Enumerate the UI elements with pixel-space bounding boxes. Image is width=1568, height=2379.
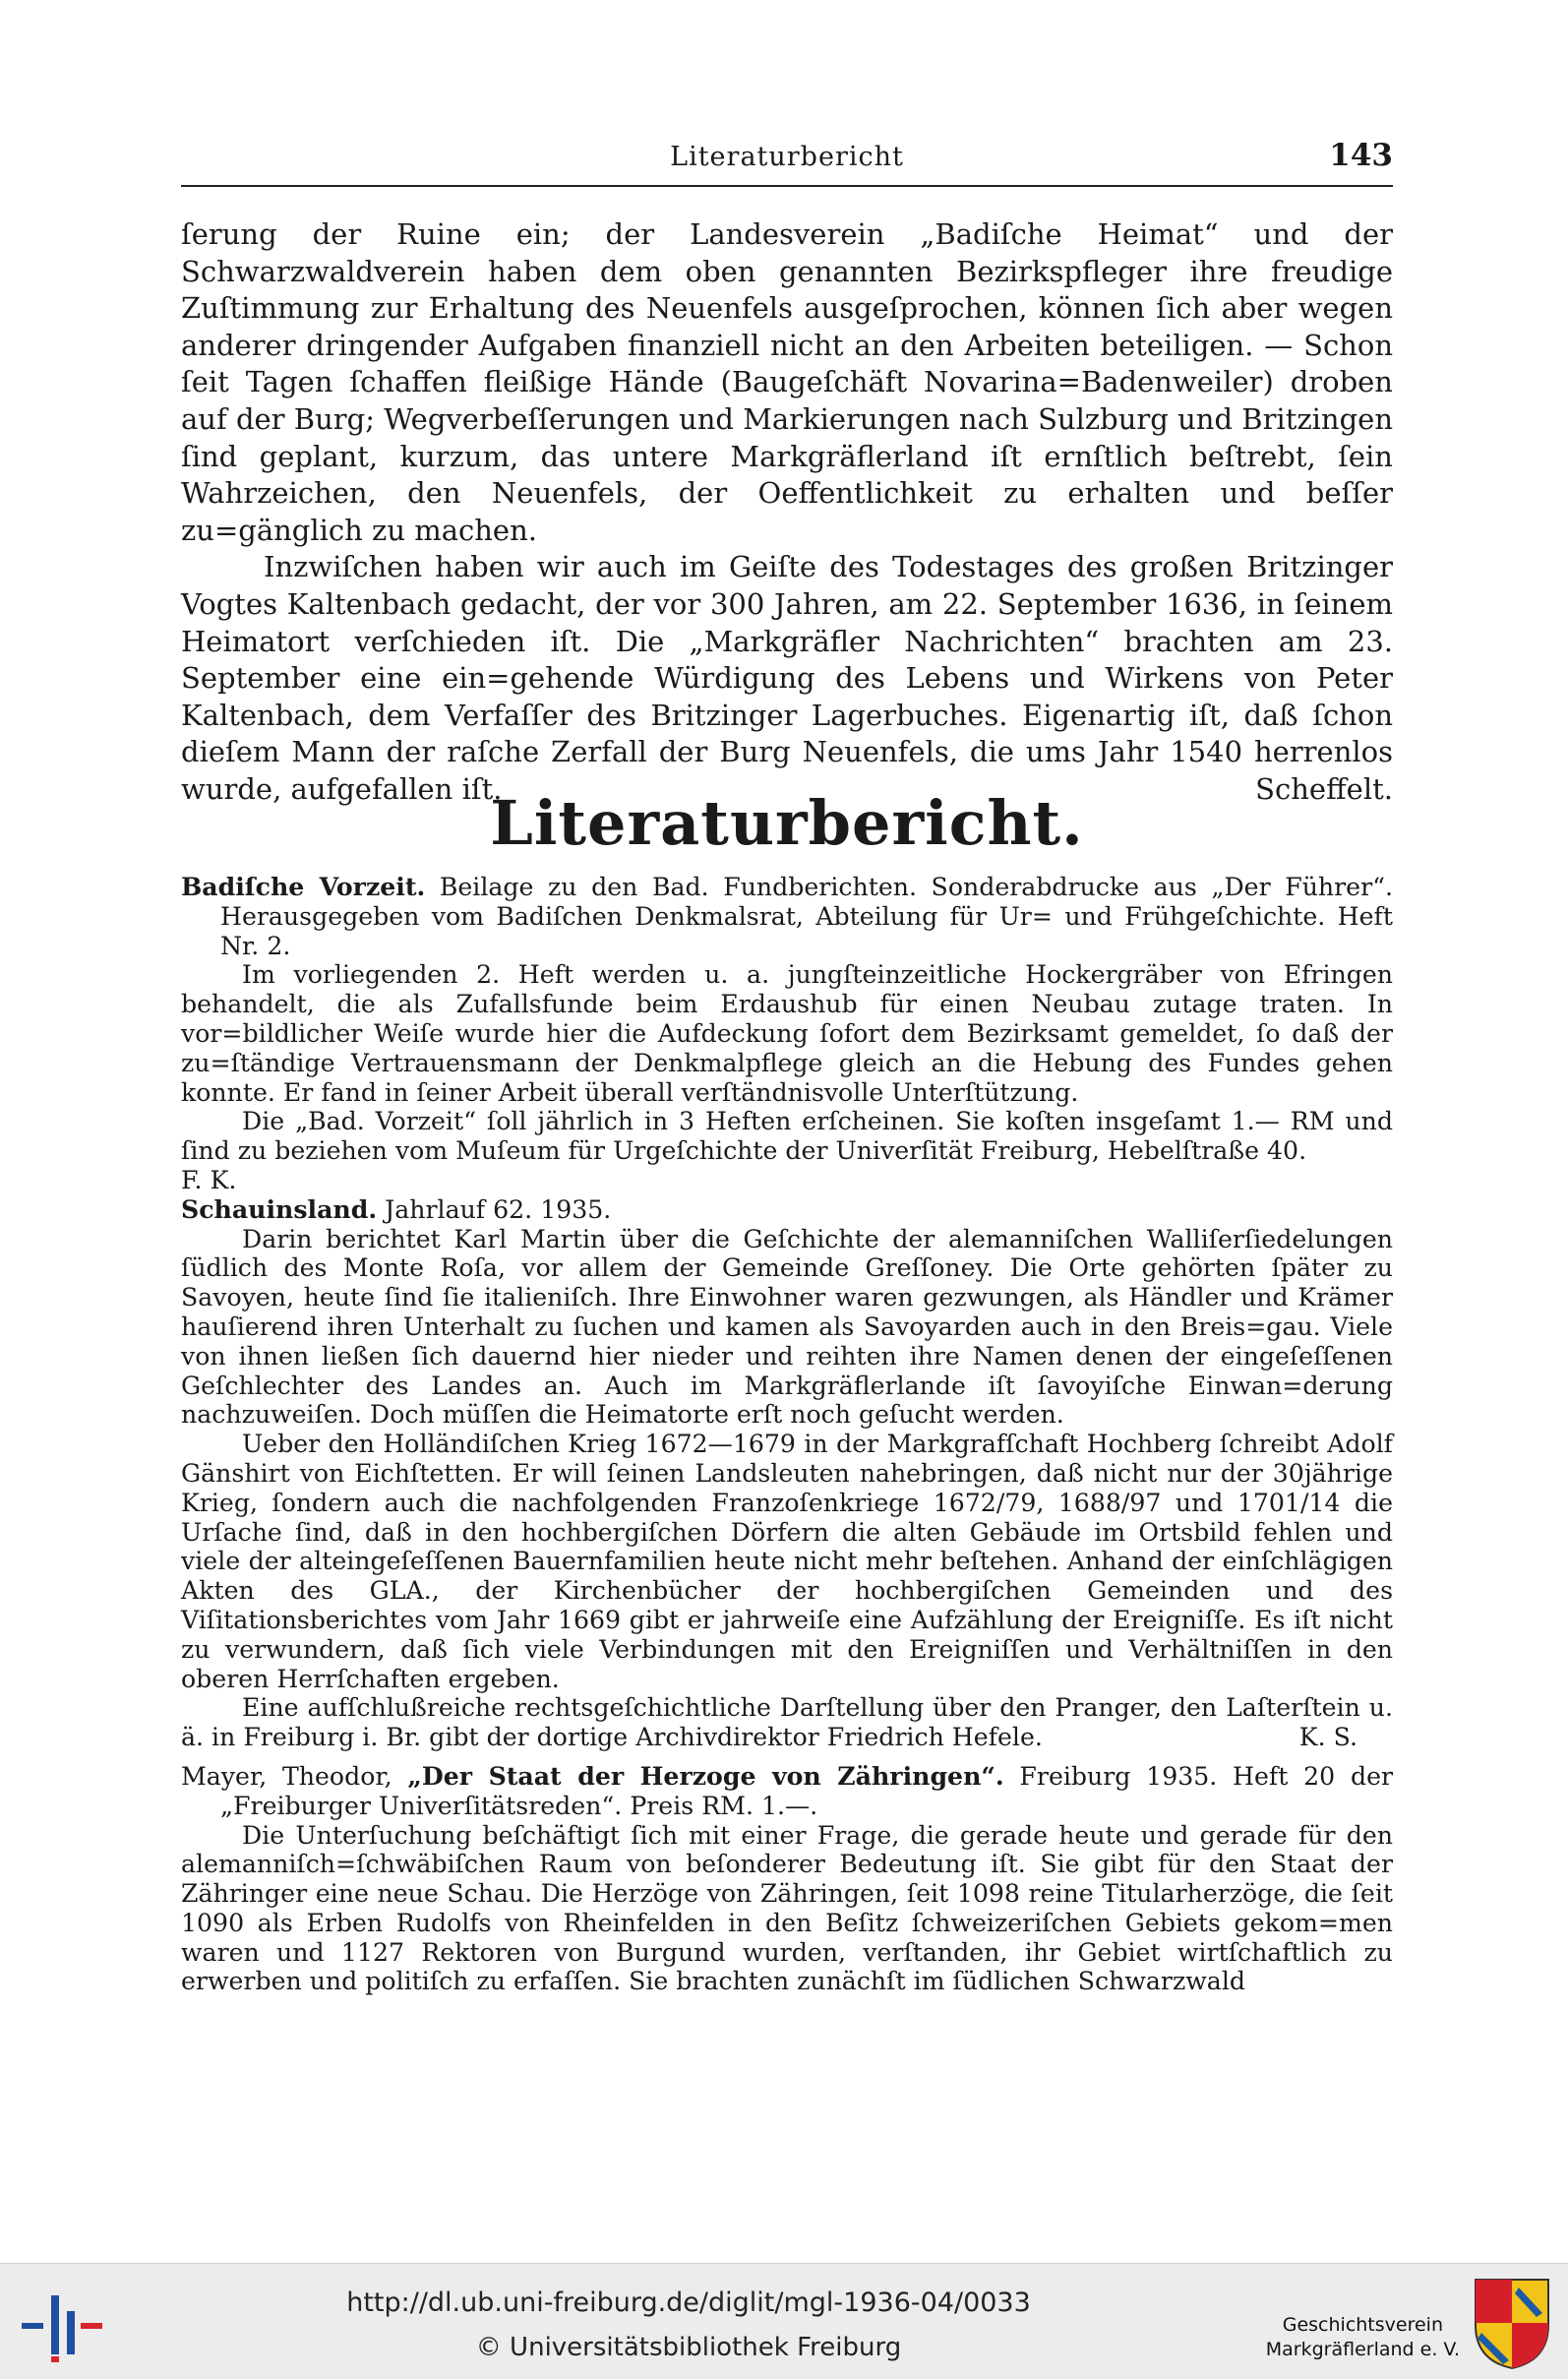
review-heading-line (181, 1195, 1393, 1225)
review-heading-line (181, 873, 1393, 960)
society-name (1266, 2313, 1460, 2362)
reviewer-initials: K. S. (1298, 1723, 1357, 1752)
review-paragraph: Die „Bad. Vorzeit“ ſoll jährlich in 3 Heften erſcheinen. Sie koſten insgeſamt 1.— RM und ſind zu beziehen vom Muſeum für Urgeſchichte der Univerſität Freiburg, Hebelſtraße 40. (181, 1107, 1393, 1166)
viewer-footer (0, 2263, 1568, 2379)
intro-text (181, 216, 1393, 809)
review-author: Mayer, Theodor, (181, 1761, 408, 1791)
document-url-link[interactable]: http://dl.ub.uni-freiburg.de/diglit/mgl-1936-04/0033 (346, 2288, 1031, 2318)
intro-paragraph-text: Inzwiſchen haben wir auch im Geiſte des Todestages des großen Britzinger Vogtes Kaltenbach gedacht, der vor 300 Jahren, am 22. September 1636, in ſeinem Heimatort verſchieden iſt. Die „Markgräfler Nachrichten“ brachten am 23. September eine ein=gehende Würdigung des Lebens und Wirkens von Peter Kaltenbach, dem Verfaſſer des Britzinger Lagerbuches. Eigenartig iſt, daß ſchon dieſem Mann der raſche Zerfall der Burg Neuenfels, die ums Jahr 1540 herrenlos wurde, aufgefallen iſt. (181, 550, 1393, 806)
review-list (181, 873, 1393, 1996)
review-paragraph: Im vorliegenden 2. Heft werden u. a. jungſteinzeitliche Hockergräber von Efringen behandelt, die als Zufallsfunde beim Erdaushub für einen Neubau zutage traten. In vor=bildlicher Weiſe wurde hier die Aufdeckung ſofort dem Bezirksamt gemeldet, ſo daß der zu=ſtändige Vertrauensmann der Denkmalpflege gleich an die Hebung des Fundes gehen konnte. Er fand in ſeiner Arbeit überall verſtändnisvolle Unterſtützung. (181, 960, 1393, 1107)
review-entry (181, 1762, 1393, 1996)
review-title: „Der Staat der Herzoge von Zähringen“. (407, 1760, 1004, 1791)
section-title: Literaturbericht. (490, 787, 1084, 859)
review-paragraph: Die Unterſuchung beſchäftigt ſich mit einer Frage, die gerade heute und gerade für den alemanniſch=ſchwäbiſchen Raum von beſonderer Bedeutung iſt. Sie gibt für den Staat der Zähringer eine neue Schau. Die Herzöge von Zähringen, ſeit 1098 reine Titularherzöge, die ſeit 1090 als Erben Rudolfs von Rheinfelden in den Beſitz ſchweizeriſchen Gebiets gekom=men waren und 1127 Rektoren von Burgund wurden, verſtanden, ihr Gebiet wirtſchaftlich zu erwerben und politiſch zu erfaſſen. Sie brachten zunächſt im ſüdlichen Schwarzwald (181, 1820, 1393, 1996)
reviewer-initials: F. K. (181, 1165, 237, 1194)
intro-paragraph (181, 549, 1393, 808)
review-title: Schauinsland. (181, 1193, 378, 1224)
society-name-line: Geschichtsverein (1282, 2314, 1443, 2336)
review-paragraph (181, 1693, 1393, 1752)
review-bibliography: Freiburg 1935. Heft 20 der „Freiburger Univerſitätsreden“. Preis RM. 1.—. (220, 1761, 1394, 1820)
author-signature: Scheffelt. (1255, 771, 1393, 806)
coat-of-arms-icon (1470, 2274, 1554, 2372)
review-heading-line (181, 1762, 1393, 1821)
running-header (181, 136, 1393, 187)
review-entry (181, 1195, 1393, 1752)
review-bibliography: Beilage zu den Bad. Fundberichten. Sonderabdrucke aus „Der Führer“. Herausgegeben vom Badiſchen Denkmalsrat, Abteilung für Ur= und Frühgeſchichte. Heft Nr. 2. (220, 873, 1394, 960)
copyright-notice: © Universitätsbibliothek Freiburg (475, 2333, 902, 2362)
ub-freiburg-logo-icon (18, 2286, 106, 2364)
review-paragraph: Ueber den Holländiſchen Krieg 1672—1679 in der Markgrafſchaft Hochberg ſchreibt Adolf Gänshirt von Eichſtetten. Er will ſeinen Landsleuten nahebringen, daß nicht nur der 30jährige Krieg, ſondern auch die nachfolgenden Franzoſenkriege 1672/79, 1688/97 und 1701/14 die Urſache ſind, daß in den hochbergiſchen Dörfern die alten Gebäude im Ortsbild fehlen und viele der alteingeſeſſenen Bauernfamilien heute nicht mehr beſtehen. Anhand der einſchlägigen Akten des GLA., der Kirchenbücher der hochbergiſchen Gemeinden und des Viſitationsberichtes vom Jahr 1669 gibt er jahrweiſe eine Aufzählung der Ereigniſſe. Es iſt nicht zu verwundern, daß ſich viele Verbindungen mit den Ereigniſſen und Verhältniſſen in den oberen Herrſchaften ergeben. (181, 1430, 1393, 1693)
review-title: Badiſche Vorzeit. (181, 872, 426, 901)
running-title: Literaturbericht (670, 142, 904, 172)
review-entry (181, 873, 1393, 1195)
page-number: 143 (1329, 138, 1393, 173)
review-paragraph: Darin berichtet Karl Martin über die Geſchichte der alemanniſchen Walliſerſiedelungen ſüdlich des Monte Roſa, vor allem der Gemeinde Greſſoney. Die Orte gehörten ſpäter zu Savoyen, heute ſind ſie italieniſch. Ihre Einwohner waren gezwungen, als Händler und Krämer hauſierend ihren Unterhalt zu ſuchen und kamen als Savoyarden auch in den Breis=gau. Viele von ihnen ließen ſich dauernd hier nieder und reihten ihre Namen denen der eingeſeſſenen Geſchlechter des Landes an. Auch im Markgräflerlande iſt ſavoyiſche Einwan=derung nachzuweiſen. Doch müſſen die Heimatorte erſt noch geſucht werden. (181, 1224, 1393, 1430)
review-paragraph-text: Eine aufſchlußreiche rechtsgeſchichtliche Darſtellung über den Pranger, den Laſterſtein u. ä. in Freiburg i. Br. gibt der dortige Archivdirektor Friedrich Hefele. (181, 1693, 1393, 1752)
review-bibliography: Jahrlauf 62. 1935. (377, 1194, 612, 1224)
society-name-line: Markgräflerland e. V. (1265, 2339, 1460, 2360)
intro-paragraph: ſerung der Ruine ein; der Landesverein „Badiſche Heimat“ und der Schwarzwaldverein haben dem oben genannten Bezirkspfleger ihre freudige Zuſtimmung zur Erhaltung des Neuenfels ausgeſprochen, können ſich aber wegen anderer dringender Aufgaben finanziell nicht an den Arbeiten beteiligen. — Schon ſeit Tagen ſchaffen fleißige Hände (Baugeſchäft Novarina=Badenweiler) droben auf der Burg; Wegverbeſſerungen und Markierungen nach Sulzburg und Britzingen ſind geplant, kurzum, das untere Markgräflerland iſt ernſtlich beſtrebt, ſein Wahrzeichen, den Neuenfels, der Oeffentlichkeit zu erhalten und beſſer zu=gänglich zu machen. (181, 217, 1393, 547)
